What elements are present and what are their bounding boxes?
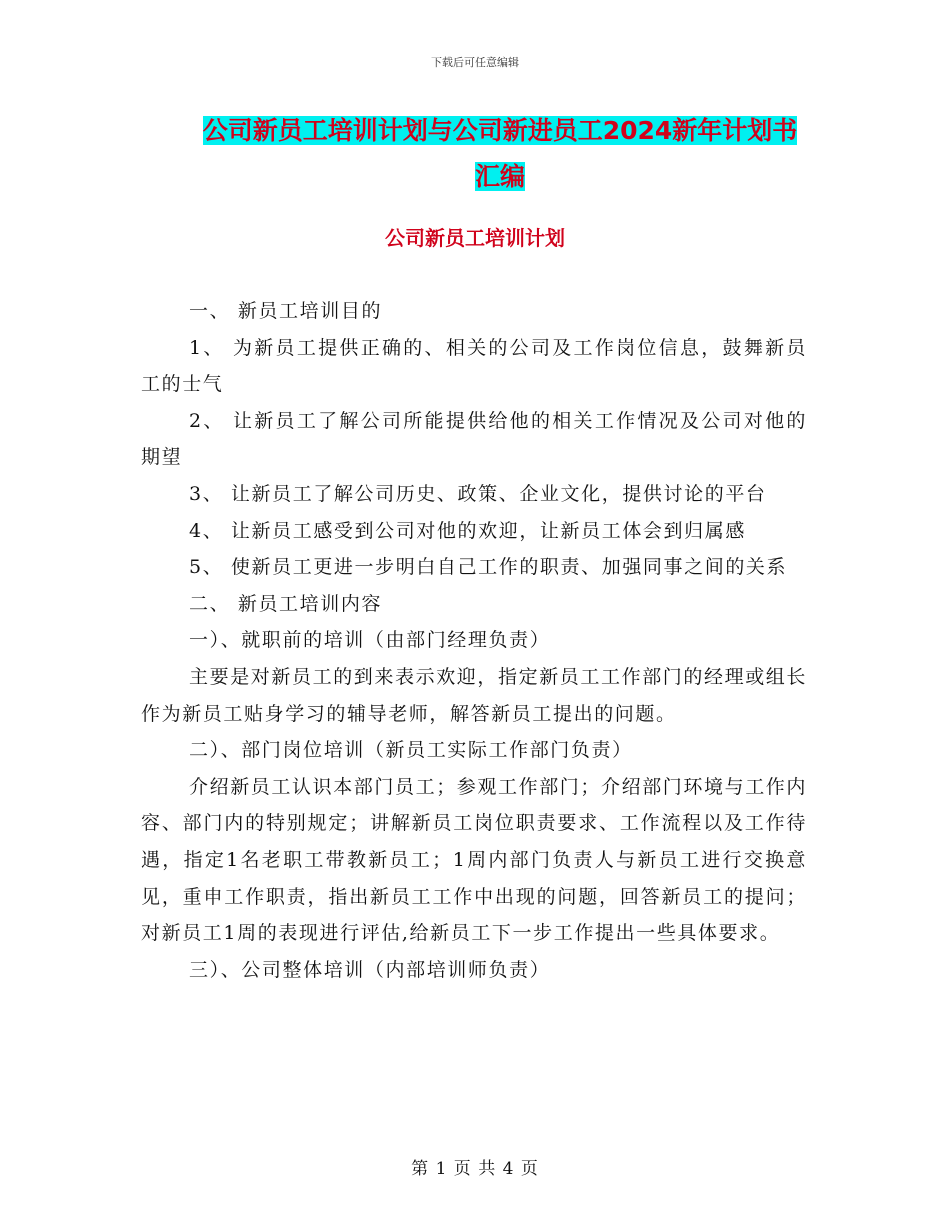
document-title [150, 108, 850, 200]
document-title-line-1-text: 公司新员工培训计划与公司新进员工2024新年计划书 [202, 116, 798, 145]
paragraph-department-training: 介绍新员工认识本部门员工；参观工作部门；介绍部门环境与工作内容、部门内的特别规定；讲解新员工岗位职责要求、工作流程以及工作待遇，指定1名老职工带教新员工；1周内部门负责人与新员工进行交换意见，重申工作职责，指出新员工工作中出现的问题，回答新员工的提问；对新员工1周的表现进行评估,给新员工下一步工作提出一些具体要求。 [141, 775, 808, 945]
page-header: 下载后可任意编辑 [431, 56, 519, 69]
document-title-line-1 [150, 108, 850, 154]
document-body [141, 293, 807, 988]
subheading-department-training: 二）、部门岗位培训（新员工实际工作部门负责） [189, 739, 633, 762]
purpose-item-1: 1、 为新员工提供正确的、相关的公司及工作岗位信息，鼓舞新员工的士气 [141, 336, 807, 396]
document-title-line-2-text: 汇编 [474, 162, 525, 191]
section-title: 公司新员工培训计划 [385, 226, 565, 250]
page-footer: 第 1 页 共 4 页 [411, 1159, 539, 1179]
heading-training-purpose: 一、 新员工培训目的 [189, 300, 383, 322]
heading-training-content: 二、 新员工培训内容 [189, 592, 383, 615]
subheading-pre-job-training: 一）、就职前的培训（由部门经理负责） [189, 629, 551, 652]
purpose-item-2: 2、 让新员工了解公司所能提供给他的相关工作情况及公司对他的期望 [141, 409, 807, 469]
document-title-line-2 [150, 154, 850, 200]
purpose-item-3: 3、 让新员工了解公司历史、政策、企业文化，提供讨论的平台 [189, 482, 767, 505]
subheading-company-training: 三）、公司整体培训（内部培训师负责） [189, 958, 551, 981]
paragraph-pre-job-training: 主要是对新员工的到来表示欢迎，指定新员工工作部门的经理或组长作为新员工贴身学习的辅导老师，解答新员工提出的问题。 [141, 665, 808, 725]
purpose-item-5: 5、 使新员工更进一步明白自己工作的职责、加强同事之间的关系 [189, 556, 788, 579]
purpose-item-4: 4、 让新员工感受到公司对他的欢迎，让新员工体会到归属感 [189, 519, 746, 542]
